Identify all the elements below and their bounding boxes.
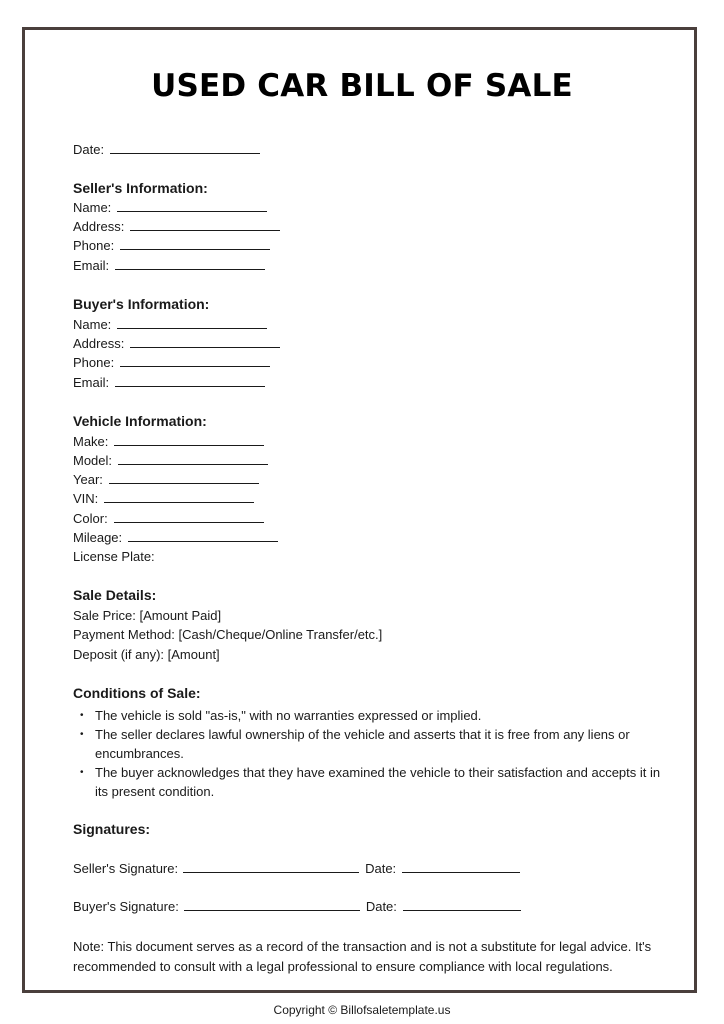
document-frame bbox=[22, 27, 697, 993]
buyer-phone-line[interactable] bbox=[120, 355, 270, 367]
list-item: • The vehicle is sold "as-is," with no warranties expressed or implied. bbox=[80, 708, 482, 723]
seller-email-line[interactable] bbox=[115, 258, 265, 270]
buyer-email-field: Email: bbox=[73, 375, 265, 391]
deposit: Deposit (if any): [Amount] bbox=[73, 647, 220, 662]
seller-name-line[interactable] bbox=[117, 200, 267, 212]
seller-email-field: Email: bbox=[73, 258, 265, 274]
list-item: • The buyer acknowledges that they have examined the vehicle to their satisfaction and accepts it in its present condition. bbox=[80, 765, 661, 799]
bullet-icon: • bbox=[80, 710, 84, 721]
vehicle-model-line[interactable] bbox=[118, 453, 268, 465]
buyer-name-line[interactable] bbox=[117, 317, 267, 329]
document-title: USED CAR BILL OF SALE bbox=[151, 68, 573, 104]
legal-note: Note: This document serves as a record of the transaction and is not a substitute for legal advice. It's recommended to consult with a legal professional to ensure compliance with local regulations. bbox=[73, 939, 652, 974]
buyer-phone-field: Phone: bbox=[73, 355, 270, 371]
seller-address-line[interactable] bbox=[130, 219, 280, 231]
vehicle-color-field: Color: bbox=[73, 511, 264, 527]
seller-heading: Seller's Information: bbox=[73, 180, 208, 196]
sale-heading: Sale Details: bbox=[73, 587, 157, 603]
buyer-signature-date-line[interactable] bbox=[403, 899, 521, 911]
signatures-heading: Signatures: bbox=[73, 821, 151, 837]
buyer-signature-line[interactable] bbox=[184, 899, 360, 911]
vehicle-vin-line[interactable] bbox=[104, 491, 254, 503]
seller-signature-field: Seller's Signature: Date: bbox=[73, 861, 520, 877]
vehicle-license-plate-field: License Plate: bbox=[73, 549, 155, 564]
vehicle-mileage-field: Mileage: bbox=[73, 530, 278, 546]
date-blank-line[interactable] bbox=[110, 142, 260, 154]
seller-signature-line[interactable] bbox=[183, 861, 359, 873]
seller-phone-field: Phone: bbox=[73, 238, 270, 254]
vehicle-make-field: Make: bbox=[73, 434, 264, 450]
conditions-heading: Conditions of Sale: bbox=[73, 685, 201, 701]
buyer-address-line[interactable] bbox=[130, 336, 280, 348]
buyer-name-field: Name: bbox=[73, 317, 267, 333]
vehicle-make-line[interactable] bbox=[114, 434, 264, 446]
buyer-email-line[interactable] bbox=[115, 375, 265, 387]
seller-phone-line[interactable] bbox=[120, 238, 270, 250]
vehicle-year-line[interactable] bbox=[109, 472, 259, 484]
vehicle-year-field: Year: bbox=[73, 472, 259, 488]
vehicle-model-field: Model: bbox=[73, 453, 268, 469]
list-item: • The seller declares lawful ownership of the vehicle and asserts that it is free from any liens or encumbrances. bbox=[80, 727, 630, 761]
vehicle-vin-field: VIN: bbox=[73, 491, 254, 507]
vehicle-mileage-line[interactable] bbox=[128, 530, 278, 542]
payment-method: Payment Method: [Cash/Cheque/Online Transfer/etc.] bbox=[73, 627, 383, 642]
conditions-list bbox=[73, 706, 663, 801]
copyright-footer: Copyright © Billofsaletemplate.us bbox=[273, 1003, 451, 1017]
vehicle-heading: Vehicle Information: bbox=[73, 413, 207, 429]
buyer-heading: Buyer's Information: bbox=[73, 296, 210, 312]
buyer-signature-field: Buyer's Signature: Date: bbox=[73, 899, 521, 915]
bullet-icon: • bbox=[80, 767, 84, 778]
seller-name-field: Name: bbox=[73, 200, 267, 216]
sale-price: Sale Price: [Amount Paid] bbox=[73, 608, 222, 623]
bullet-icon: • bbox=[80, 729, 84, 740]
seller-signature-date-line[interactable] bbox=[402, 861, 520, 873]
seller-address-field: Address: bbox=[73, 219, 280, 235]
vehicle-color-line[interactable] bbox=[114, 511, 264, 523]
date-field: Date: bbox=[73, 142, 260, 158]
buyer-address-field: Address: bbox=[73, 336, 280, 352]
